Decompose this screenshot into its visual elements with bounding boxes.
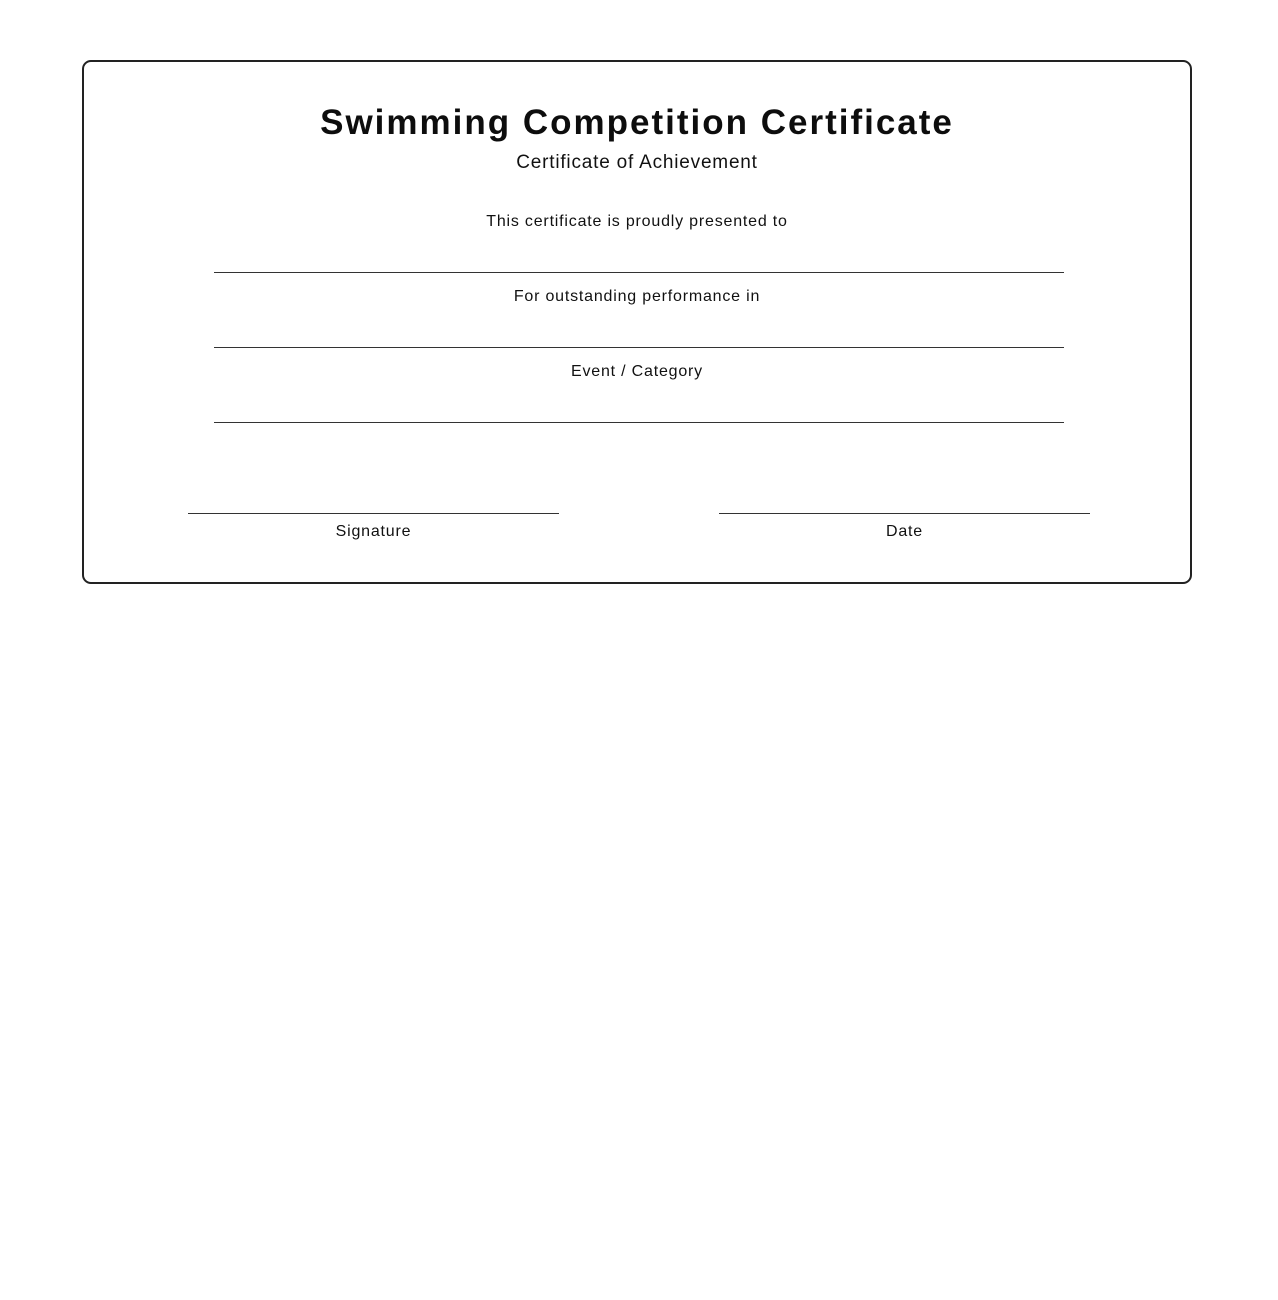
event-category-label: Event / Category: [571, 363, 703, 380]
certificate-title: Swimming Competition Certificate: [320, 103, 954, 142]
presented-to-text: This certificate is proudly presented to: [486, 213, 788, 230]
certificate-card: [82, 60, 1192, 584]
date-line: [719, 513, 1090, 514]
signature-line: [188, 513, 559, 514]
date-label: Date: [886, 523, 923, 540]
performance-text: For outstanding performance in: [513, 288, 761, 305]
signature-block: [188, 513, 559, 542]
recipient-name-line: [214, 272, 1064, 273]
competition-line: [214, 347, 1064, 348]
signature-label: Signature: [335, 523, 412, 540]
date-block: [719, 513, 1090, 542]
certificate-subtitle: Certificate of Achievement: [516, 152, 758, 173]
event-category-line: [214, 422, 1064, 423]
